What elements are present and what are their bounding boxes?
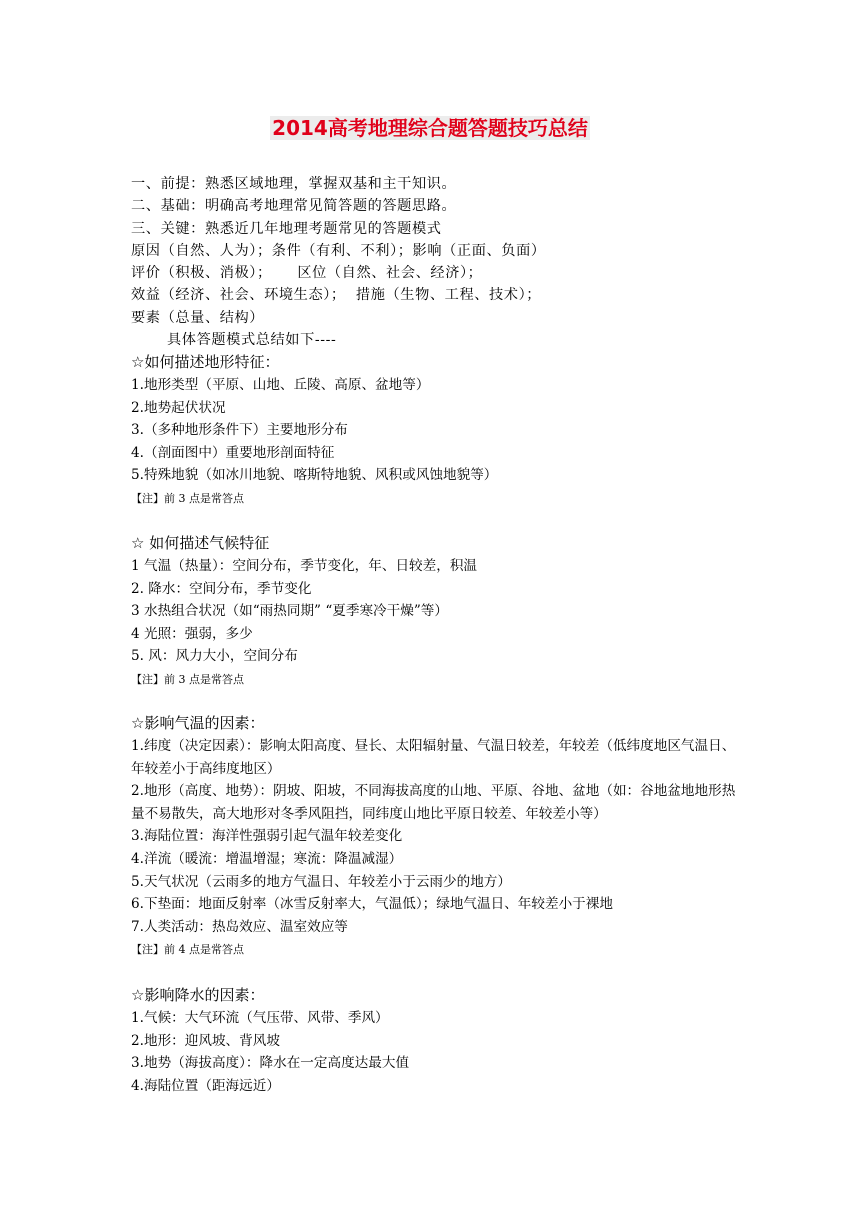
section-note: 【注】前 3 点是常答点	[131, 491, 244, 505]
list-item: 2.地形（高度、地势）：阴坡、阳坡，不同海拔高度的山地、平原、谷地、盆地（如：谷地盆地地形热量不易散失，高大地形对冬季风阻挡，同纬度山地比平原日较差、年较差小等）	[131, 783, 736, 822]
list-item: 2. 降水：空间分布，季节变化	[131, 580, 312, 597]
list-item: 5. 风：风力大小，空间分布	[131, 648, 298, 665]
intro-line: 二、基础：明确高考地理常见简答题的答题思路。	[131, 198, 457, 215]
list-item: 7.人类活动：热岛效应、温室效应等	[131, 918, 348, 935]
section-heading: ☆影响气温的因素：	[131, 714, 265, 732]
list-item: 3.海陆位置：海洋性强弱引起气温年较差变化	[131, 828, 403, 845]
section-heading: ☆如何描述地形特征：	[131, 353, 280, 371]
list-item: 4 光照：强弱，多少	[131, 625, 253, 642]
list-item: 2.地形：迎风坡、背风坡	[131, 1032, 280, 1049]
section-note: 【注】前 4 点是常答点	[131, 943, 244, 957]
section-note: 【注】前 3 点是常答点	[131, 672, 244, 686]
list-item: 3.地势（海拔高度）：降水在一定高度达最大值	[131, 1055, 410, 1072]
intro-line: 具体答题模式总结如下----	[167, 332, 337, 349]
section-temperature-factors	[131, 711, 741, 960]
document-title-text: 2014高考地理综合题答题技巧总结	[272, 116, 588, 140]
intro-block	[131, 173, 751, 351]
list-item: 4.（剖面图中）重要地形剖面特征	[131, 444, 335, 461]
list-item: 1.纬度（决定因素）：影响太阳高度、昼长、太阳辐射量、气温日较差，年较差（低纬度地区气温日、年较差小于高纬度地区）	[131, 738, 736, 777]
intro-line: 三、关键：熟悉近几年地理考题常见的答题模式	[131, 220, 442, 237]
list-item: 5.天气状况（云雨多的地方气温日、年较差小于云雨少的地方）	[131, 873, 511, 890]
list-item: 1.地形类型（平原、山地、丘陵、高原、盆地等）	[131, 377, 430, 393]
intro-line: 一、前提：熟悉区域地理，掌握双基和主干知识。	[131, 176, 457, 192]
list-item: 5.特殊地貌（如冰川地貌、喀斯特地貌、风积或风蚀地貌等）	[131, 467, 498, 484]
section-precipitation-factors	[131, 983, 741, 1097]
intro-line: 原因（自然、人为）；条件（有利、不利）；影响（正面、负面）	[131, 242, 546, 259]
intro-line: 评价（积极、消极）； 区位（自然、社会、经济）；	[131, 265, 483, 282]
list-item: 4.洋流（暖流：增温增湿；寒流：降温减湿）	[131, 850, 403, 867]
intro-line: 效益（经济、社会、环境生态）； 措施（生物、工程、技术）；	[131, 287, 542, 304]
section-terrain	[131, 350, 741, 509]
list-item: 4.海陆位置（距海远近）	[131, 1077, 280, 1094]
intro-line: 要素（总量、结构）	[131, 309, 265, 326]
list-item: 3.（多种地形条件下）主要地形分布	[131, 422, 348, 439]
document-title	[0, 113, 860, 143]
list-item: 2.地势起伏状况	[131, 399, 226, 416]
section-heading: ☆ 如何描述气候特征	[131, 534, 270, 552]
list-item: 1 气温（热量）：空间分布，季节变化，年、日较差，积温	[131, 558, 478, 574]
list-item: 1.气候：大气环流（气压带、风带、季风）	[131, 1010, 389, 1026]
list-item: 3 水热组合状况（如“雨热同期” “夏季寒冷干燥”等）	[131, 603, 448, 620]
section-heading: ☆影响降水的因素：	[131, 986, 265, 1004]
section-climate	[131, 531, 741, 690]
list-item: 6.下垫面：地面反射率（冰雪反射率大，气温低）；绿地气温日、年较差小于裸地	[131, 896, 613, 913]
